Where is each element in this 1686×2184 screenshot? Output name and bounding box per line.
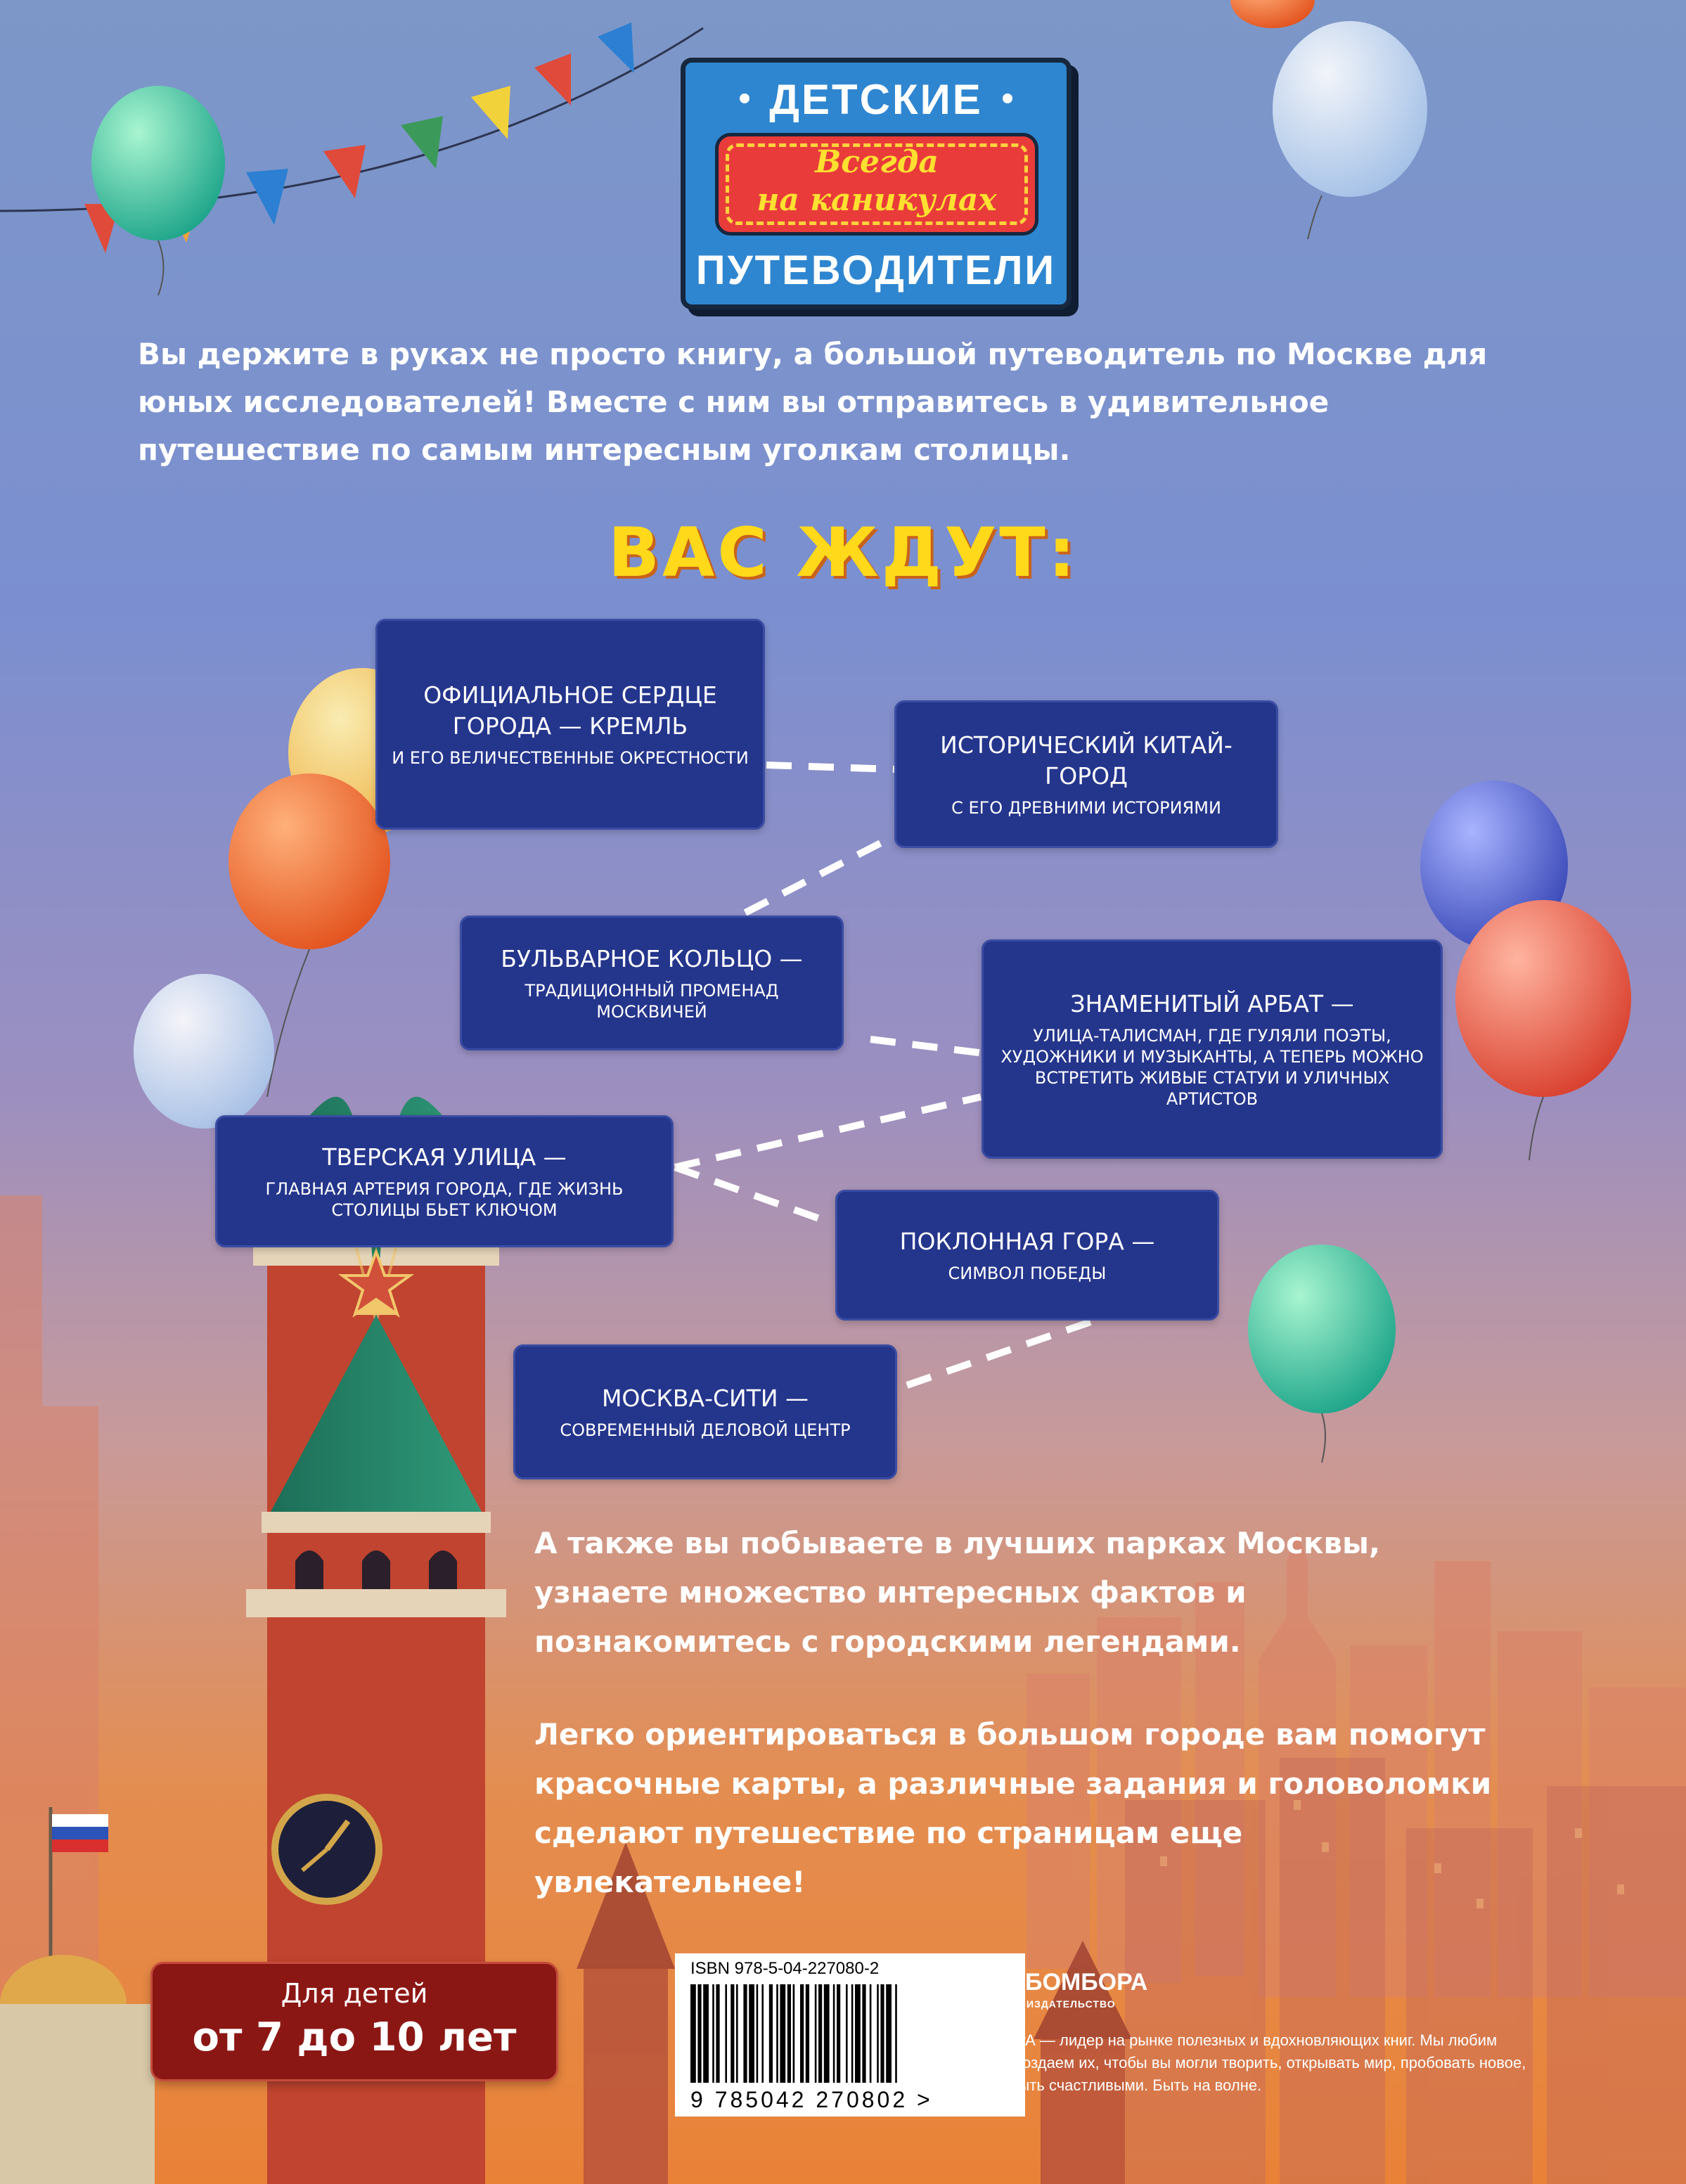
place-subtitle: СИМВОЛ ПОБЕДЫ [948, 1264, 1107, 1283]
place-card-poklonnaya [835, 1190, 1219, 1321]
barcode-digits: 9 785042 270802 > [690, 2087, 933, 2112]
place-title: ТВЕРСКАЯ УЛИЦА — [322, 1143, 567, 1171]
publisher-subtitle: ИЗДАТЕЛЬСТВО [1027, 1998, 1116, 2010]
series-logo-top: ДЕТСКИЕ [769, 76, 983, 123]
place-title: МОСКВА-СИТИ — [601, 1385, 809, 1412]
intro-paragraph: Вы держите в руках не просто книгу, а большой путеводитель по Москве для юных исследователей! Вместе с ним вы отправитесь в удивительное путешествие по самым интересным уголкам столицы. [138, 337, 1488, 467]
place-subtitle: ГЛАВНАЯ АРТЕРИЯ ГОРОДА, ГДЕ ЖИЗНЬ СТОЛИЦЫ БЬЕТ КЛЮЧОМ [265, 1179, 624, 1220]
place-subtitle: ТРАДИЦИОННЫЙ ПРОМЕНАД МОСКВИЧЕЙ [525, 981, 779, 1022]
isbn-label: ISBN 978-5-04-227080-2 [690, 1959, 880, 1978]
publisher-logo [963, 1952, 1174, 2022]
maps-paragraph: Легко ориентироваться в большом городе вам помогут красочные карты, а различные задания и головоломки сделают путешествие по страницам еще увлекательнее! [534, 1717, 1492, 1899]
publisher-name: БОМБОРА [1025, 1969, 1148, 1996]
parks-paragraph: А также вы побываете в лучших парках Москвы, узнаете множество интересных фактов и познакомитесь с городскими легендами. [534, 1526, 1380, 1659]
dot-icon [740, 94, 749, 103]
place-title: ПОКЛОННАЯ ГОРА — [899, 1228, 1155, 1255]
age-badge [150, 1962, 558, 2081]
publisher-book-icon [963, 1955, 1022, 2019]
place-title: ОФИЦИАЛЬНОЕ СЕРДЦЕ ГОРОДА — КРЕМЛЬ [423, 681, 717, 740]
place-card-moscow-city [513, 1344, 897, 1479]
place-card-arbat [982, 939, 1443, 1159]
place-title: ИСТОРИЧЕСКИЙ КИТАЙ-ГОРОД [940, 731, 1233, 790]
place-card-kremlin [375, 619, 765, 830]
series-logo-bottom: ПУТЕВОДИТЕЛИ [695, 248, 1057, 293]
place-subtitle: УЛИЦА-ТАЛИСМАН, ГДЕ ГУЛЯЛИ ПОЭТЫ, ХУДОЖНИКИ И МУЗЫКАНТЫ, А ТЕПЕРЬ МОЖНО ВСТРЕТИТЬ ЖИВЫЕ СТАТУИ И УЛИЧНЫХ АРТИСТОВ [1000, 1026, 1424, 1109]
place-subtitle: С ЕГО ДРЕВНИМИ ИСТОРИЯМИ [951, 798, 1221, 818]
place-subtitle: СОВРЕМЕННЫЙ ДЕЛОВОЙ ЦЕНТР [560, 1420, 851, 1440]
place-title: БУЛЬВАРНОЕ КОЛЬЦО — [501, 945, 803, 972]
place-subtitle: И ЕГО ВЕЛИЧЕСТВЕННЫЕ ОКРЕСТНОСТИ [392, 748, 749, 768]
age-line1: Для детей [281, 1978, 428, 2009]
series-logo-plate-line2: на каникулах [757, 182, 997, 218]
publisher-description: БОМБОРА — лидер на рынке полезных и вдохновляющих книг. Мы любим книги и создаем их, чтобы вы могли творить, открывать мир, пробовать новое, расти. Быть счастливыми. Быть на волне. [959, 2031, 1526, 2094]
age-line2: от 7 до 10 лет [192, 2015, 517, 2060]
series-logo-plate [715, 133, 1038, 236]
section-heading: ВАС ЖДУТ: [607, 513, 1079, 592]
place-card-boulevard-ring [460, 916, 844, 1051]
series-logo [681, 58, 1072, 309]
place-card-kitay-gorod [894, 700, 1278, 848]
place-card-tverskaya [215, 1115, 674, 1247]
dot-icon [1003, 94, 1012, 103]
series-logo-plate-line1: Всегда [815, 144, 939, 180]
place-title: ЗНАМЕНИТЫЙ АРБАТ — [1070, 990, 1354, 1017]
